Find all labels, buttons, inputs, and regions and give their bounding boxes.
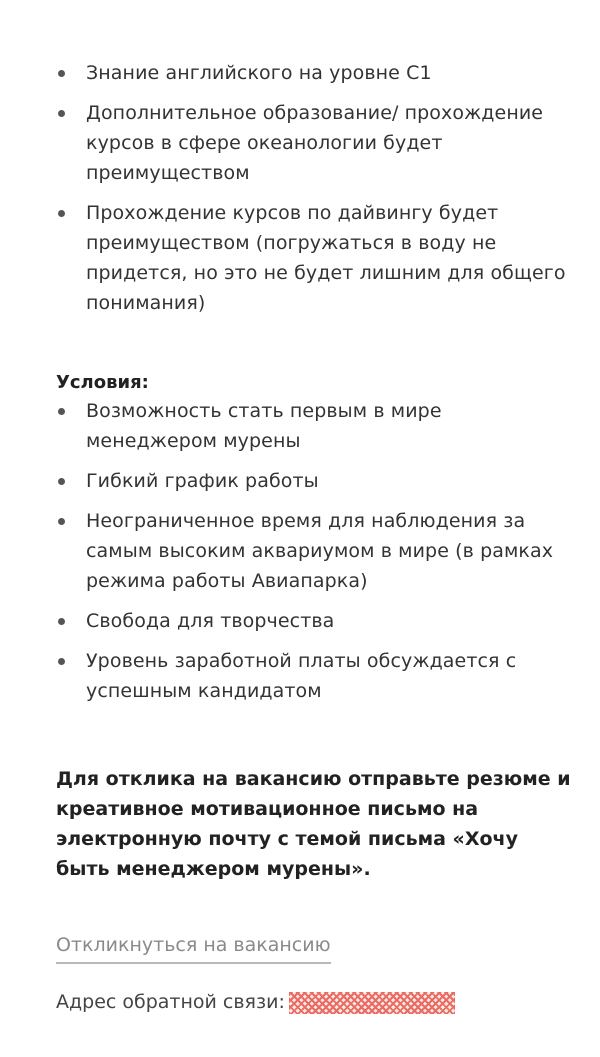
- contact-address: [56, 988, 576, 1016]
- list-item: [56, 466, 576, 496]
- vacancy-content: [56, 58, 576, 1016]
- list-item: [56, 198, 576, 318]
- list-item: [56, 98, 576, 188]
- list-item: [56, 606, 576, 636]
- bullet-icon: [58, 618, 65, 625]
- bullet-icon: [58, 408, 65, 415]
- bullet-icon: [58, 110, 65, 117]
- bullet-icon: [58, 70, 65, 77]
- requirements-list: [56, 58, 576, 318]
- bullet-icon: [58, 478, 65, 485]
- list-item: [56, 58, 576, 88]
- bullet-icon: [58, 210, 65, 217]
- list-item-text: Возможность стать первым в мире менеджером мурены: [86, 400, 442, 452]
- list-item-text: Дополнительное образование/ прохождение курсов в сфере океанологии будет преимуществом: [86, 102, 544, 184]
- list-item: [56, 646, 576, 706]
- list-item-text: Свобода для творчества: [86, 610, 335, 632]
- list-item-text: Гибкий график работы: [86, 470, 319, 492]
- bullet-icon: [58, 518, 65, 525]
- conditions-heading: Условия:: [56, 372, 149, 393]
- apply-vacancy-link[interactable]: Откликнуться на вакансию: [56, 932, 331, 964]
- list-item-text: Знание английского на уровне C1: [86, 62, 432, 84]
- list-item-text: Прохождение курсов по дайвингу будет преимуществом (погружаться в воду не придется, но это не будет лишним для общего понимания): [86, 202, 566, 314]
- list-item: [56, 506, 576, 596]
- application-instructions: Для отклика на вакансию отправьте резюме и креативное мотивационное письмо на электронную почту с темой письма «Хочу быть менеджером мурены».: [56, 768, 571, 880]
- bullet-icon: [58, 658, 65, 665]
- contact-label: Адрес обратной связи:: [56, 991, 285, 1013]
- conditions-list: [56, 396, 576, 706]
- list-item-text: Неограниченное время для наблюдения за самым высоким аквариумом в мире (в рамках режима работы Авиапарка): [86, 510, 554, 592]
- redacted-email: [289, 992, 455, 1014]
- list-item: [56, 396, 576, 456]
- list-item-text: Уровень заработной платы обсуждается с успешным кандидатом: [86, 650, 517, 702]
